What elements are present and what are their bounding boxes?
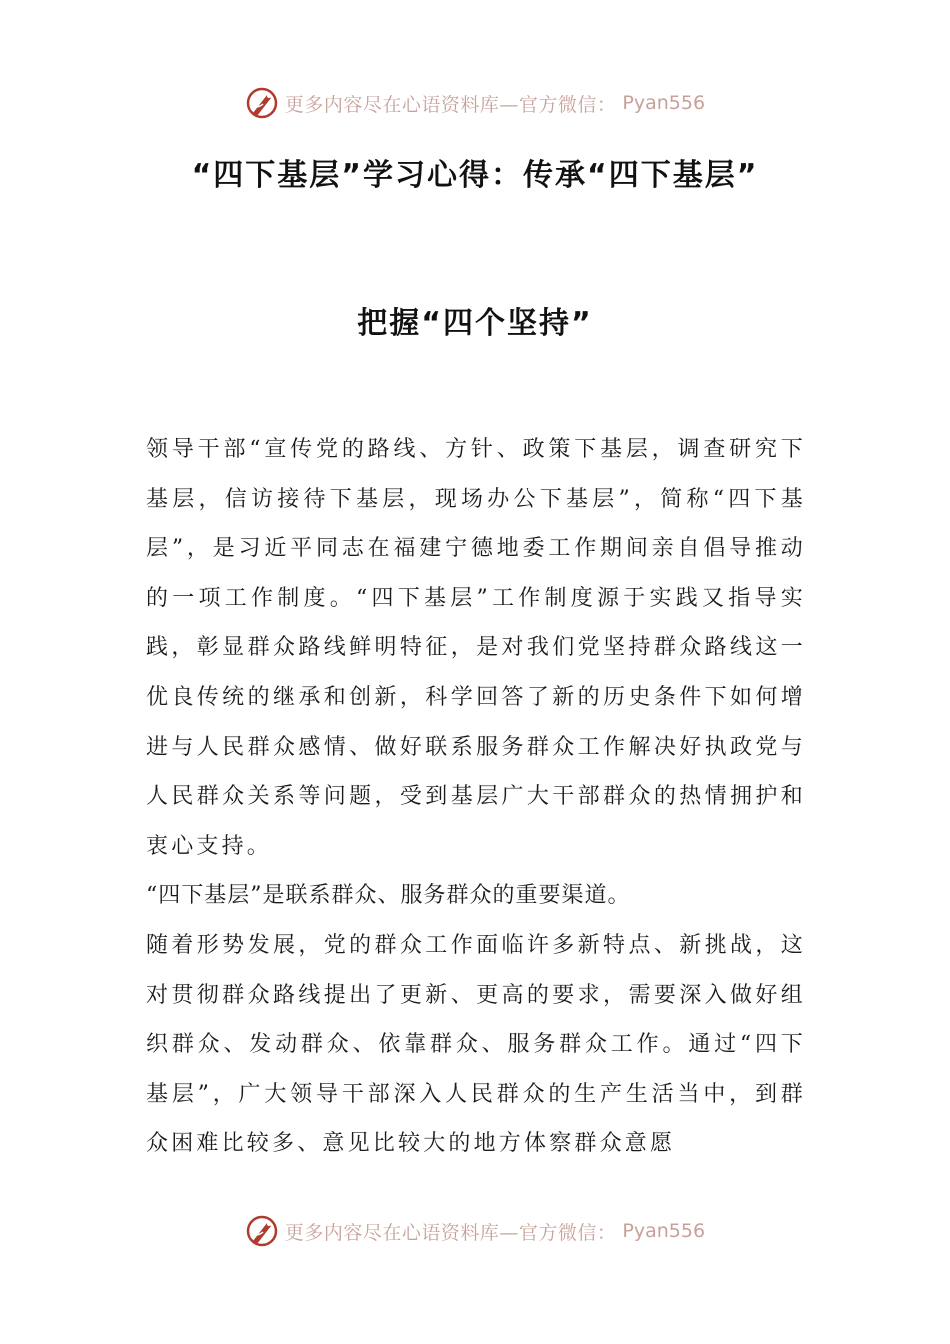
watermark-site-text: 更多内容尽在心语资料库—官方微信： [284, 93, 617, 116]
paragraph-3: 随着形势发展，党的群众工作面临许多新特点、新挑战，这对贯彻群众路线提出了更新、更高的要求，需要深入做好组织群众、发动群众、依靠群众、服务群众工作。通过“四下基层”，广大领导干部深入人民群众的生产生活当中，到群众困难比较多、意见比较大的地方体察群众意愿 [146, 932, 806, 1157]
document-body [146, 425, 806, 1169]
pen-logo-icon [245, 1214, 279, 1248]
header-watermark [0, 83, 950, 123]
paragraph-2: “四下基层”是联系群众、服务群众的重要渠道。 [146, 883, 631, 909]
footer-watermark [0, 1211, 950, 1251]
watermark-wechat-id: Pyan556 [622, 1220, 706, 1242]
document-title-line-1: “四下基层”学习心得：传承“四下基层” [191, 158, 759, 193]
paragraph-1: 领导干部“宣传党的路线、方针、政策下基层，调查研究下基层，信访接待下基层，现场办公下基层”，简称“四下基层”，是习近平同志在福建宁德地委工作期间亲自倡导推动的一项工作制度。“四下基层”工作制度源于实践又指导实践，彰显群众路线鲜明特征，是对我们党坚持群众路线这一优良传统的继承和创新，科学回答了新的历史条件下如何增进与人民群众感情、做好联系服务群众工作解决好执政党与人民群众关系等问题，受到基层广大干部群众的热情拥护和衷心支持。 [146, 437, 806, 859]
watermark-wechat-id: Pyan556 [622, 92, 706, 114]
document-title-line-2: 把握“四个坚持” [357, 306, 593, 341]
watermark-site-text: 更多内容尽在心语资料库—官方微信： [284, 1221, 617, 1244]
pen-logo-icon [245, 86, 279, 120]
